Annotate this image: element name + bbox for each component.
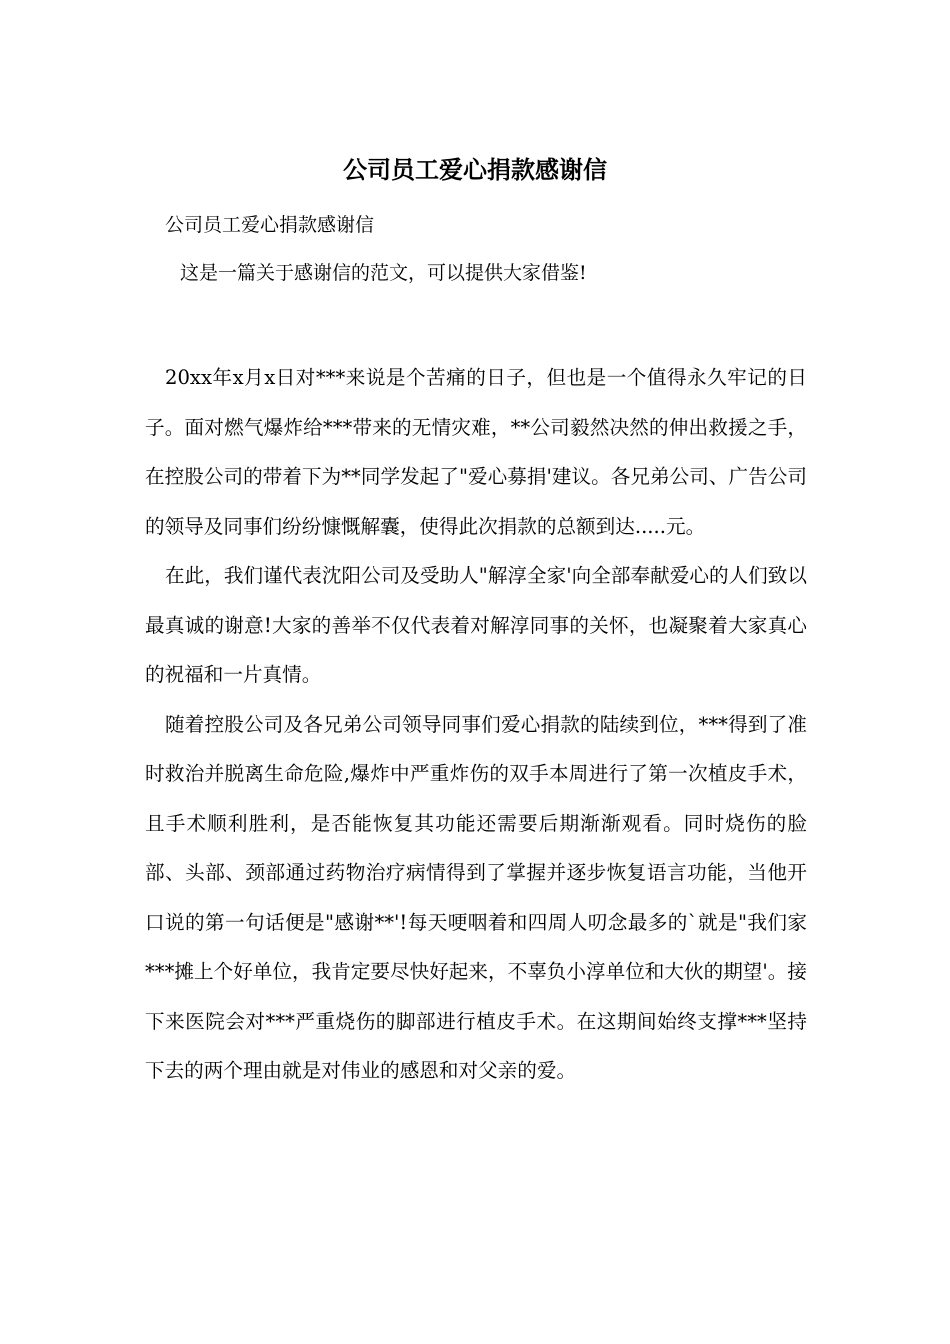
document-intro: 这是一篇关于感谢信的范文，可以提供大家借鉴! (180, 262, 587, 284)
body-paragraph-3: 随着控股公司及各兄弟公司领导同事们爱心捐款的陆续到位，***得到了准时救治并脱离生命危险,爆炸中严重炸伤的双手本周进行了第一次植皮手术，且手术顺利胜利，是否能恢复其功能还需要后期渐渐观看。同时烧伤的脸部、头部、颈部通过药物治疗病情得到了掌握并逐步恢复语言功能，当他开口说的第一句话便是"感谢**'!每天哽咽着和四周人叨念最多的`就是"我们家***摊上个好单位，我肯定要尽快好起来，不辜负小淳单位和大伙的期望'。接下来医院会对***严重烧伤的脚部进行植皮手术。在这期间始终支撑***坚持下去的两个理由就是对伟业的感恩和对父亲的爱。 (145, 712, 807, 1082)
document-subtitle: 公司员工爱心捐款感谢信 (165, 214, 375, 236)
document-title: 公司员工爱心捐款感谢信 (343, 155, 607, 184)
body-paragraph-1: 20xx年x月x日对***来说是个苦痛的日子，但也是一个值得永久牢记的日子。面对燃气爆炸给***带来的无情灾难，**公司毅然决然的伸出救援之手，在控股公司的带着下为**同学发起了"爱心募捐'建议。各兄弟公司、广告公司的领导及同事们纷纷慷慨解囊，使得此次捐款的总额到达.....元。 (145, 366, 807, 538)
body-paragraph-2: 在此，我们谨代表沈阳公司及受助人"解淳全家'向全部奉献爱心的人们致以最真诚的谢意!大家的善举不仅代表着对解淳同事的关怀，也凝聚着大家真心的祝福和一片真情。 (145, 564, 807, 686)
document-body (145, 353, 807, 1096)
